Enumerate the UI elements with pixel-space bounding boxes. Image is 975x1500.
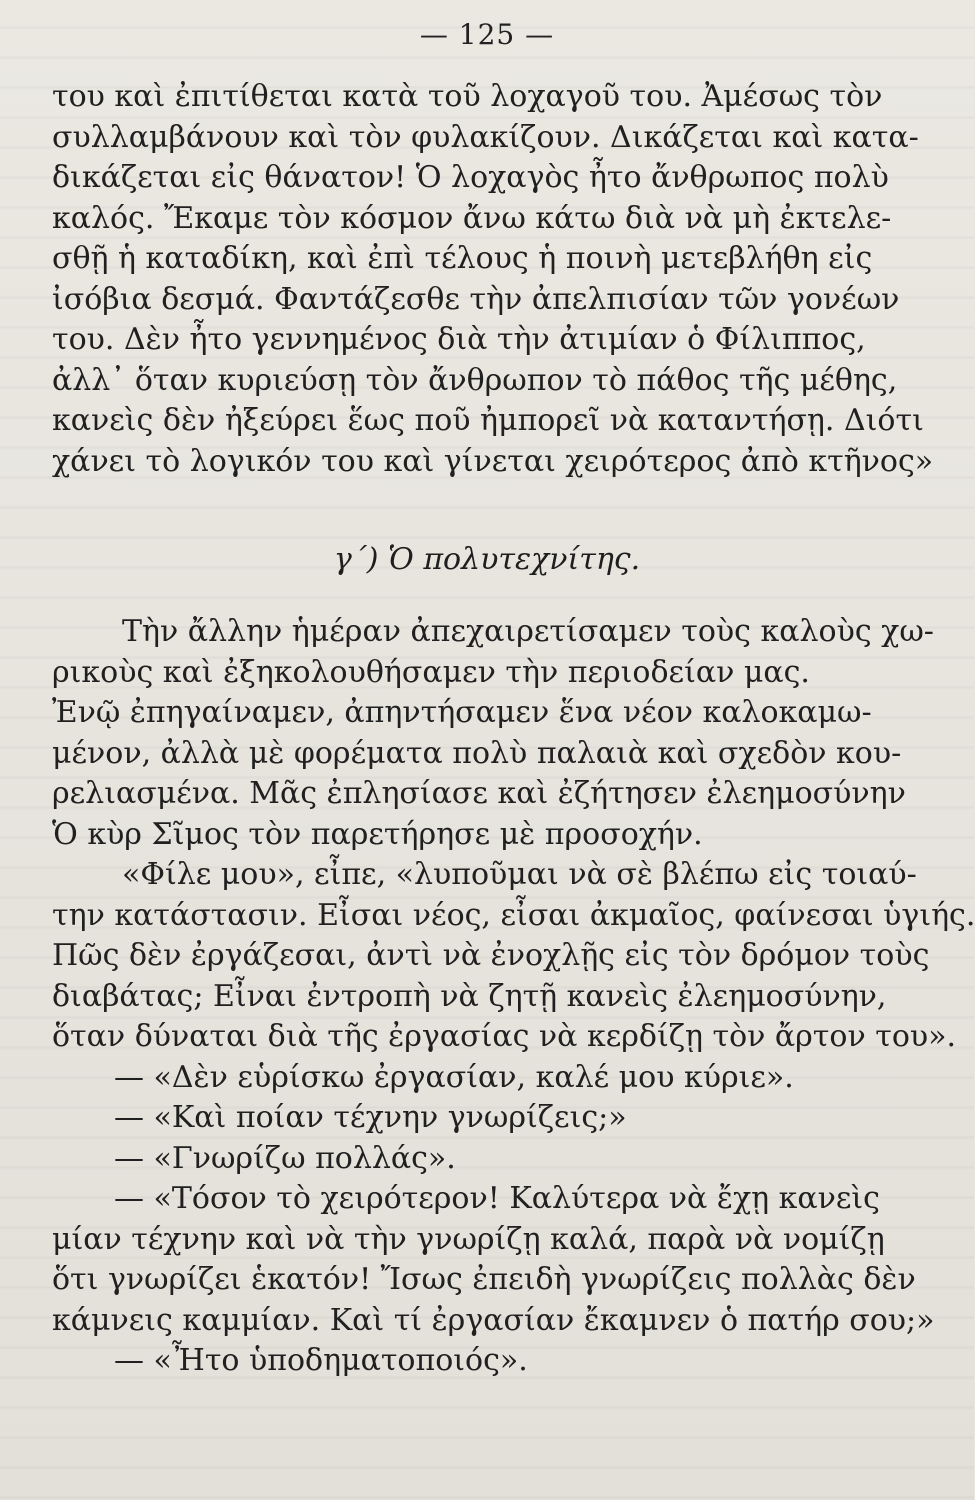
text-line: δικάζεται εἰς θάνατον! Ὁ λοχαγὸς ἦτο ἄνθρωπος πολὺ <box>52 160 889 195</box>
text-line: ρελιασμένα. Μᾶς ἐπλησίασε καὶ ἐζήτησεν ἐλεημοσύνην <box>52 776 906 811</box>
paragraph-1 <box>52 77 934 482</box>
dialogue-line: — «Τόσον τὸ χειρότερον! Καλύτερα νὰ ἔχῃ κανεὶς <box>114 1181 880 1216</box>
dialogue-line: — «Ἦτο ὑποδηματοποιός». <box>114 1343 528 1378</box>
text-line: σθῇ ἡ καταδίκη, καὶ ἐπὶ τέλους ἡ ποινὴ μετεβλήθη εἰς <box>52 241 873 276</box>
text-line: Τὴν ἄλλην ἡμέραν ἀπεχαιρετίσαμεν τοὺς καλοὺς χω- <box>122 614 934 649</box>
text-line: του. Δὲν ἦτο γεννημένος διὰ τὴν ἀτιμίαν ὁ Φίλιππος, <box>52 322 866 357</box>
text-line: ὅτι γνωρίζει ἑκατόν! Ἴσως ἐπειδὴ γνωρίζεις πολλὰς δὲν <box>52 1262 916 1297</box>
text-line: κανεὶς δὲν ἠξεύρει ἕως ποῦ ἠμπορεῖ νὰ καταντήσῃ. Διότι <box>52 403 924 438</box>
text-line: ἰσόβια δεσμά. Φαντάζεσθε τὴν ἀπελπισίαν τῶν γονέων <box>52 281 900 317</box>
text-line: την κατάστασιν. Εἶσαι νέος, εἶσαι ἀκμαῖος, φαίνεσαι ὑγιής. <box>52 897 975 933</box>
text-line: Ἐνῷ ἐπηγαίναμεν, ἀπηντήσαμεν ἕνα νέον καλοκαμω- <box>52 695 872 730</box>
section-title: γ΄) Ὁ πολυτεχνίτης. <box>333 542 641 577</box>
text-line: ὅταν δύναται διὰ τῆς ἐργασίας νὰ κερδίζῃ τὸν ἄρτον του». <box>52 1019 957 1054</box>
text-line: ἀλλ᾽ ὅταν κυριεύσῃ τὸν ἄνθρωπον τὸ πάθος τῆς μέθης, <box>52 362 898 398</box>
text-line: καλός. Ἔκαμε τὸν κόσμον ἄνω κάτω διὰ νὰ μὴ ἐκτελε- <box>52 200 892 236</box>
text-line: κάμνεις καμμίαν. Καὶ τί ἐργασίαν ἔκαμνεν ὁ πατήρ σου;» <box>52 1302 935 1338</box>
dialogue-line: — «Δὲν εὑρίσκω ἐργασίαν, καλέ μου κύριε». <box>114 1059 794 1095</box>
text-line: μίαν τέχνην καὶ νὰ τὴν γνωρίζῃ καλά, παρὰ νὰ νομίζῃ <box>52 1221 885 1257</box>
text-line: του καὶ ἐπιτίθεται κατὰ τοῦ λοχαγοῦ του. Ἀμέσως τὸν <box>52 79 883 114</box>
text-line: χάνει τὸ λογικόν του καὶ γίνεται χειρότερος ἀπὸ κτῆνος» <box>52 443 934 479</box>
dialogue-line: — «Γνωρίζω πολλάς». <box>114 1140 456 1176</box>
text-line: διαβάτας; Εἶναι ἐντροπὴ νὰ ζητῇ κανεὶς ἐλεημοσύνην, <box>52 978 887 1014</box>
paragraph-2 <box>52 612 975 1382</box>
text-line: Ὁ κὺρ Σῖμος τὸν παρετήρησε μὲ προσοχήν. <box>52 816 703 852</box>
text-line: συλλαμβάνουν καὶ τὸν φυλακίζουν. Δικάζεται καὶ κατα- <box>52 119 919 155</box>
text-line: μένον, ἀλλὰ μὲ φορέματα πολὺ παλαιὰ καὶ σχεδὸν κου- <box>52 735 902 771</box>
text-line: ρικοὺς καὶ ἐξηκολουθήσαμεν τὴν περιοδείαν μας. <box>52 654 810 690</box>
dialogue-line: — «Καὶ ποίαν τέχνην γνωρίζεις;» <box>114 1100 627 1135</box>
text-line: «Φίλε μου», εἶπε, «λυποῦμαι νὰ σὲ βλέπω εἰς τοιαύ- <box>122 857 917 892</box>
page-number: — 125 — <box>419 18 555 51</box>
text-line: Πῶς δὲν ἐργάζεσαι, ἀντὶ νὰ ἐνοχλῇς εἰς τὸν δρόμον τοὺς <box>52 938 930 973</box>
